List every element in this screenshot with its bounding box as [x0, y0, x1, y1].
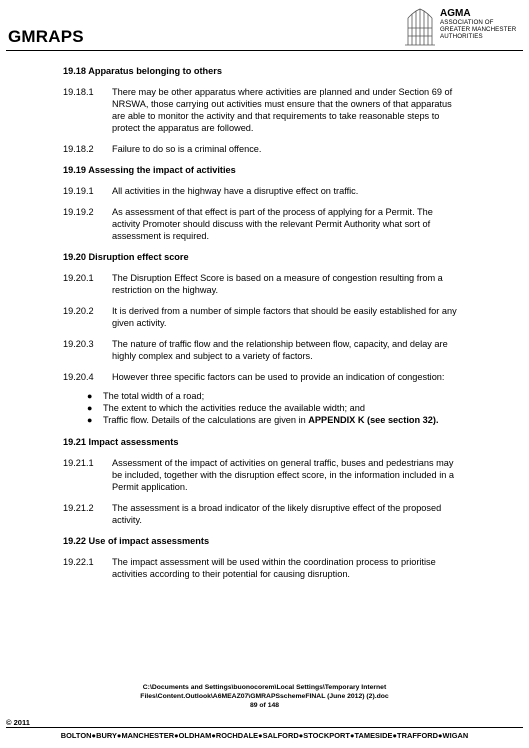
section-heading: 19.22 Use of impact assessments — [63, 536, 210, 546]
document-header-title: GMRAPS — [8, 27, 84, 46]
bullet-icon: ● — [87, 415, 93, 425]
paragraph-number: 19.20.3 — [63, 339, 94, 349]
section-heading: 19.19 Assessing the impact of activities — [63, 165, 236, 175]
authorities-list: BOLTON●BURY●MANCHESTER●OLDHAM●ROCHDALE●SALFORD●STOCKPORT●TAMESIDE●TRAFFORD●WIGAN — [60, 731, 469, 740]
bullet-text-plain: Traffic flow. Details of the calculations are given in — [103, 415, 309, 425]
paragraph-number: 19.21.2 — [63, 503, 94, 513]
logo-subtitle-line: AUTHORITIES — [440, 33, 483, 40]
footer-divider — [6, 727, 523, 728]
logo-subtitle-line: GREATER MANCHESTER — [440, 26, 517, 33]
greater-manchester-crest-icon — [402, 6, 438, 48]
bullet-icon: ● — [87, 391, 93, 401]
paragraph-text: The assessment is a broad indicator of the likely disruptive effect of the proposed activity. — [112, 503, 442, 525]
numbered-paragraph — [63, 272, 463, 296]
bullet-item — [87, 402, 463, 414]
section-heading: 19.18 Apparatus belonging to others — [63, 66, 222, 76]
numbered-paragraph — [63, 143, 463, 155]
numbered-paragraph — [63, 502, 463, 526]
paragraph-number: 19.21.1 — [63, 458, 94, 468]
footer-path-line: C:\Documents and Settings\buonocorem\Local Settings\Temporary Internet — [142, 684, 387, 691]
section-heading: 19.20 Disruption effect score — [63, 252, 189, 262]
numbered-paragraph — [63, 86, 463, 134]
paragraph-text: As assessment of that effect is part of the process of applying for a Permit. The activity Promoter should discuss with the relevant Permit Authority what sort of assessment is required. — [112, 207, 433, 241]
paragraph-text: There may be other apparatus where activities are planned and under Section 69 of NRSWA, those carrying out activities must ensure that the owners of that apparatus are able to monitor the activity and that requirements to take reasonable steps to protect the apparatus are followed. — [112, 87, 453, 133]
paragraph-number: 19.22.1 — [63, 557, 94, 567]
footer-path-line: Files\Content.Outlook\A6MEAZ07\GMRAPSschemeFINAL (June 2012) (2).doc — [140, 693, 389, 700]
appendix-reference-link: APPENDIX K (see section 32). — [308, 415, 439, 425]
numbered-paragraph — [63, 371, 463, 383]
bullet-text: The extent to which the activities reduce the available width; and — [103, 403, 365, 413]
paragraph-text: The Disruption Effect Score is based on a measure of congestion resulting from a restriction on the highway. — [112, 273, 443, 295]
paragraph-number: 19.20.2 — [63, 306, 94, 316]
header-divider — [6, 50, 523, 51]
bullet-item — [87, 414, 463, 426]
paragraph-text: The nature of traffic flow and the relationship between flow, capacity, and delay are highly complex and subject to a variety of factors. — [112, 339, 448, 361]
logo-name: AGMA — [440, 8, 471, 19]
numbered-paragraph — [63, 206, 463, 242]
numbered-paragraph — [63, 338, 463, 362]
document-body — [63, 65, 463, 589]
paragraph-text: All activities in the highway have a disruptive effect on traffic. — [112, 186, 359, 196]
paragraph-number: 19.20.1 — [63, 273, 94, 283]
bullet-icon: ● — [87, 403, 93, 413]
paragraph-text: Failure to do so is a criminal offence. — [112, 144, 262, 154]
paragraph-text: Assessment of the impact of activities on general traffic, buses and pedestrians may be included, together with the disruption effect score, in the information included in a Permit application. — [112, 458, 455, 492]
paragraph-text: It is derived from a number of simple factors that should be easily established for any given activity. — [112, 306, 457, 328]
paragraph-number: 19.19.1 — [63, 186, 94, 196]
page-number: 89 of 148 — [249, 702, 280, 709]
bullet-text — [103, 414, 463, 426]
agma-logo — [402, 6, 524, 48]
numbered-paragraph — [63, 457, 463, 493]
numbered-paragraph — [63, 185, 463, 197]
footer-file-path — [0, 683, 529, 710]
paragraph-number: 19.19.2 — [63, 207, 94, 217]
section-heading: 19.21 Impact assessments — [63, 437, 179, 447]
paragraph-text: However three specific factors can be used to provide an indication of congestion: — [112, 372, 445, 382]
bullet-list — [63, 390, 463, 426]
paragraph-number: 19.20.4 — [63, 372, 94, 382]
logo-subtitle-line: ASSOCIATION OF — [440, 19, 494, 26]
paragraph-number: 19.18.1 — [63, 87, 94, 97]
bullet-item — [87, 390, 463, 402]
bullet-text: The total width of a road; — [103, 391, 205, 401]
paragraph-text: The impact assessment will be used within the coordination process to prioritise activities according to their potential for causing disruption. — [112, 557, 436, 579]
numbered-paragraph — [63, 305, 463, 329]
copyright-notice: © 2011 — [6, 718, 30, 727]
numbered-paragraph — [63, 556, 463, 580]
paragraph-number: 19.18.2 — [63, 144, 94, 154]
